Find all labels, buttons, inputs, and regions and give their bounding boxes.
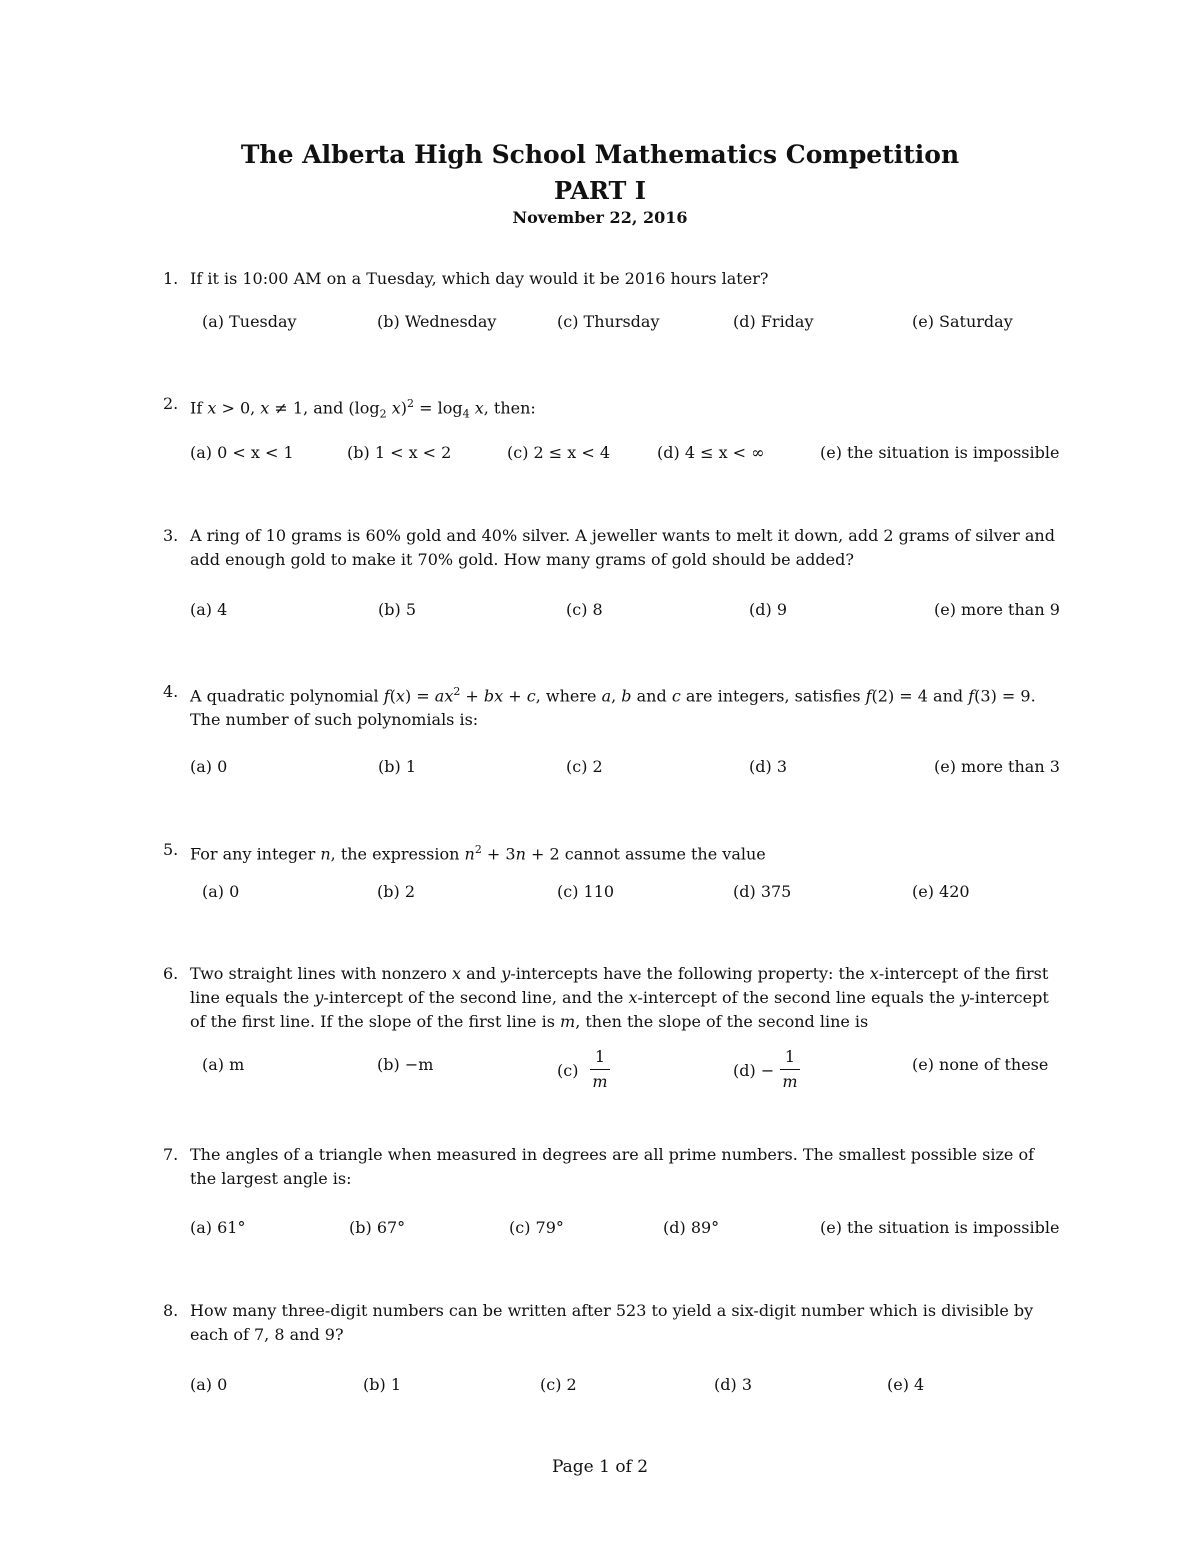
option-d: (d) 375 xyxy=(733,882,792,901)
question-number: 7. xyxy=(163,1145,179,1164)
option-c: (c) 79° xyxy=(509,1218,564,1237)
option-e: (e) more than 3 xyxy=(934,757,1060,776)
date: November 22, 2016 xyxy=(512,208,688,227)
option-a: (a) 0 xyxy=(190,1375,228,1394)
option-b: (b) 2 xyxy=(377,882,415,901)
question-text: If x > 0, x ≠ 1, and ($\log_2$ $x)^2 = \log_4 x$, then: xyxy=(190,397,536,421)
question-3 xyxy=(163,524,1063,572)
fraction-numerator: 1 xyxy=(594,1047,606,1066)
question-2 xyxy=(163,392,1063,427)
option-a: (a) 4 xyxy=(190,600,228,619)
option-d: (d) 4 ≤ x < ∞ xyxy=(657,443,765,462)
fraction-bar xyxy=(590,1069,610,1070)
option-a: (a) 61° xyxy=(190,1218,246,1237)
question-number: 6. xyxy=(163,964,179,983)
option-b: (b) Wednesday xyxy=(377,312,497,331)
fraction-numerator: 1 xyxy=(784,1047,796,1066)
question-7 xyxy=(163,1143,1063,1191)
question-number: 1. xyxy=(163,269,179,288)
option-c: (c) xyxy=(557,1061,579,1080)
question-1 xyxy=(163,267,1063,291)
page-title: The Alberta High School Mathematics Competition xyxy=(240,140,960,169)
question-5 xyxy=(163,838,1063,866)
option-e: (e) the situation is impossible xyxy=(820,1218,1060,1237)
question-6 xyxy=(163,962,1063,1034)
option-c: (c) Thursday xyxy=(557,312,660,331)
option-e: (e) none of these xyxy=(912,1055,1049,1074)
option-e: (e) 420 xyxy=(912,882,970,901)
option-b: (b) 1 xyxy=(378,757,416,776)
fraction-bar xyxy=(780,1069,800,1070)
option-b: (b) −m xyxy=(377,1055,434,1074)
fraction-denominator: m xyxy=(592,1072,608,1091)
question-4 xyxy=(163,680,1063,732)
option-d: (d) Friday xyxy=(733,312,814,331)
page-number: Page 1 of 2 xyxy=(551,1457,649,1477)
question-text: Two straight lines with nonzero x and y-intercepts have the following property: the x-intercept of the first line equals the y-intercept of the second line, and the x-intercept of the second line equals the y-intercept of the first line. If the slope of the first line is m, then the slope of the second line is xyxy=(190,964,1049,1031)
option-d: (d) 3 xyxy=(749,757,787,776)
question-number: 8. xyxy=(163,1301,179,1320)
question-text: A quadratic polynomial $f(x) = ax^2$ + bx + c, where a, b and c are integers, satisfies f(2) = 4 and f(3) = 9. The number of such polynomials is: xyxy=(190,685,1036,730)
question-number: 2. xyxy=(163,394,179,413)
question-number: 4. xyxy=(163,682,179,701)
question-text: How many three-digit numbers can be written after 523 to yield a six-digit number which is divisible by each of 7, 8 and 9? xyxy=(190,1301,1034,1344)
question-text: If it is 10:00 AM on a Tuesday, which day would it be 2016 hours later? xyxy=(190,269,769,288)
fraction-c xyxy=(590,1047,610,1091)
option-d: (d) − xyxy=(733,1061,775,1080)
option-d: (d) 89° xyxy=(663,1218,720,1237)
question-text: A ring of 10 grams is 60% gold and 40% silver. A jeweller wants to melt it down, add 2 grams of silver and add enough gold to make it 70% gold. How many grams of gold should be added? xyxy=(190,526,1055,569)
option-c: (c) 8 xyxy=(566,600,603,619)
option-e: (e) 4 xyxy=(887,1375,925,1394)
option-a: (a) m xyxy=(202,1055,245,1074)
option-e: (e) more than 9 xyxy=(934,600,1060,619)
part-heading: PART I xyxy=(554,176,646,205)
question-text: The angles of a triangle when measured in degrees are all prime numbers. The smallest possible size of the largest angle is: xyxy=(190,1145,1034,1188)
option-a: (a) 0 xyxy=(202,882,240,901)
fraction-d xyxy=(780,1047,800,1091)
question-text: For any integer n, the expression $n^2 + 3n + 2$ cannot assume the value xyxy=(190,843,766,864)
option-a: (a) Tuesday xyxy=(202,312,297,331)
option-e: (e) the situation is impossible xyxy=(820,443,1060,462)
option-c: (c) 2 xyxy=(540,1375,577,1394)
option-d: (d) 9 xyxy=(749,600,787,619)
option-c: (c) 2 ≤ x < 4 xyxy=(507,443,611,462)
option-a: (a) 0 xyxy=(190,757,228,776)
option-b: (b) 5 xyxy=(378,600,416,619)
option-b: (b) 67° xyxy=(349,1218,406,1237)
option-b: (b) 1 < x < 2 xyxy=(347,443,452,462)
option-c: (c) 2 xyxy=(566,757,603,776)
question-number: 5. xyxy=(163,840,179,859)
fraction-denominator: m xyxy=(782,1072,798,1091)
question-8 xyxy=(163,1299,1063,1347)
question-number: 3. xyxy=(163,526,179,545)
option-b: (b) 1 xyxy=(363,1375,401,1394)
option-a: (a) 0 < x < 1 xyxy=(190,443,294,462)
option-c: (c) 110 xyxy=(557,882,615,901)
option-e: (e) Saturday xyxy=(912,312,1013,331)
option-d: (d) 3 xyxy=(714,1375,752,1394)
